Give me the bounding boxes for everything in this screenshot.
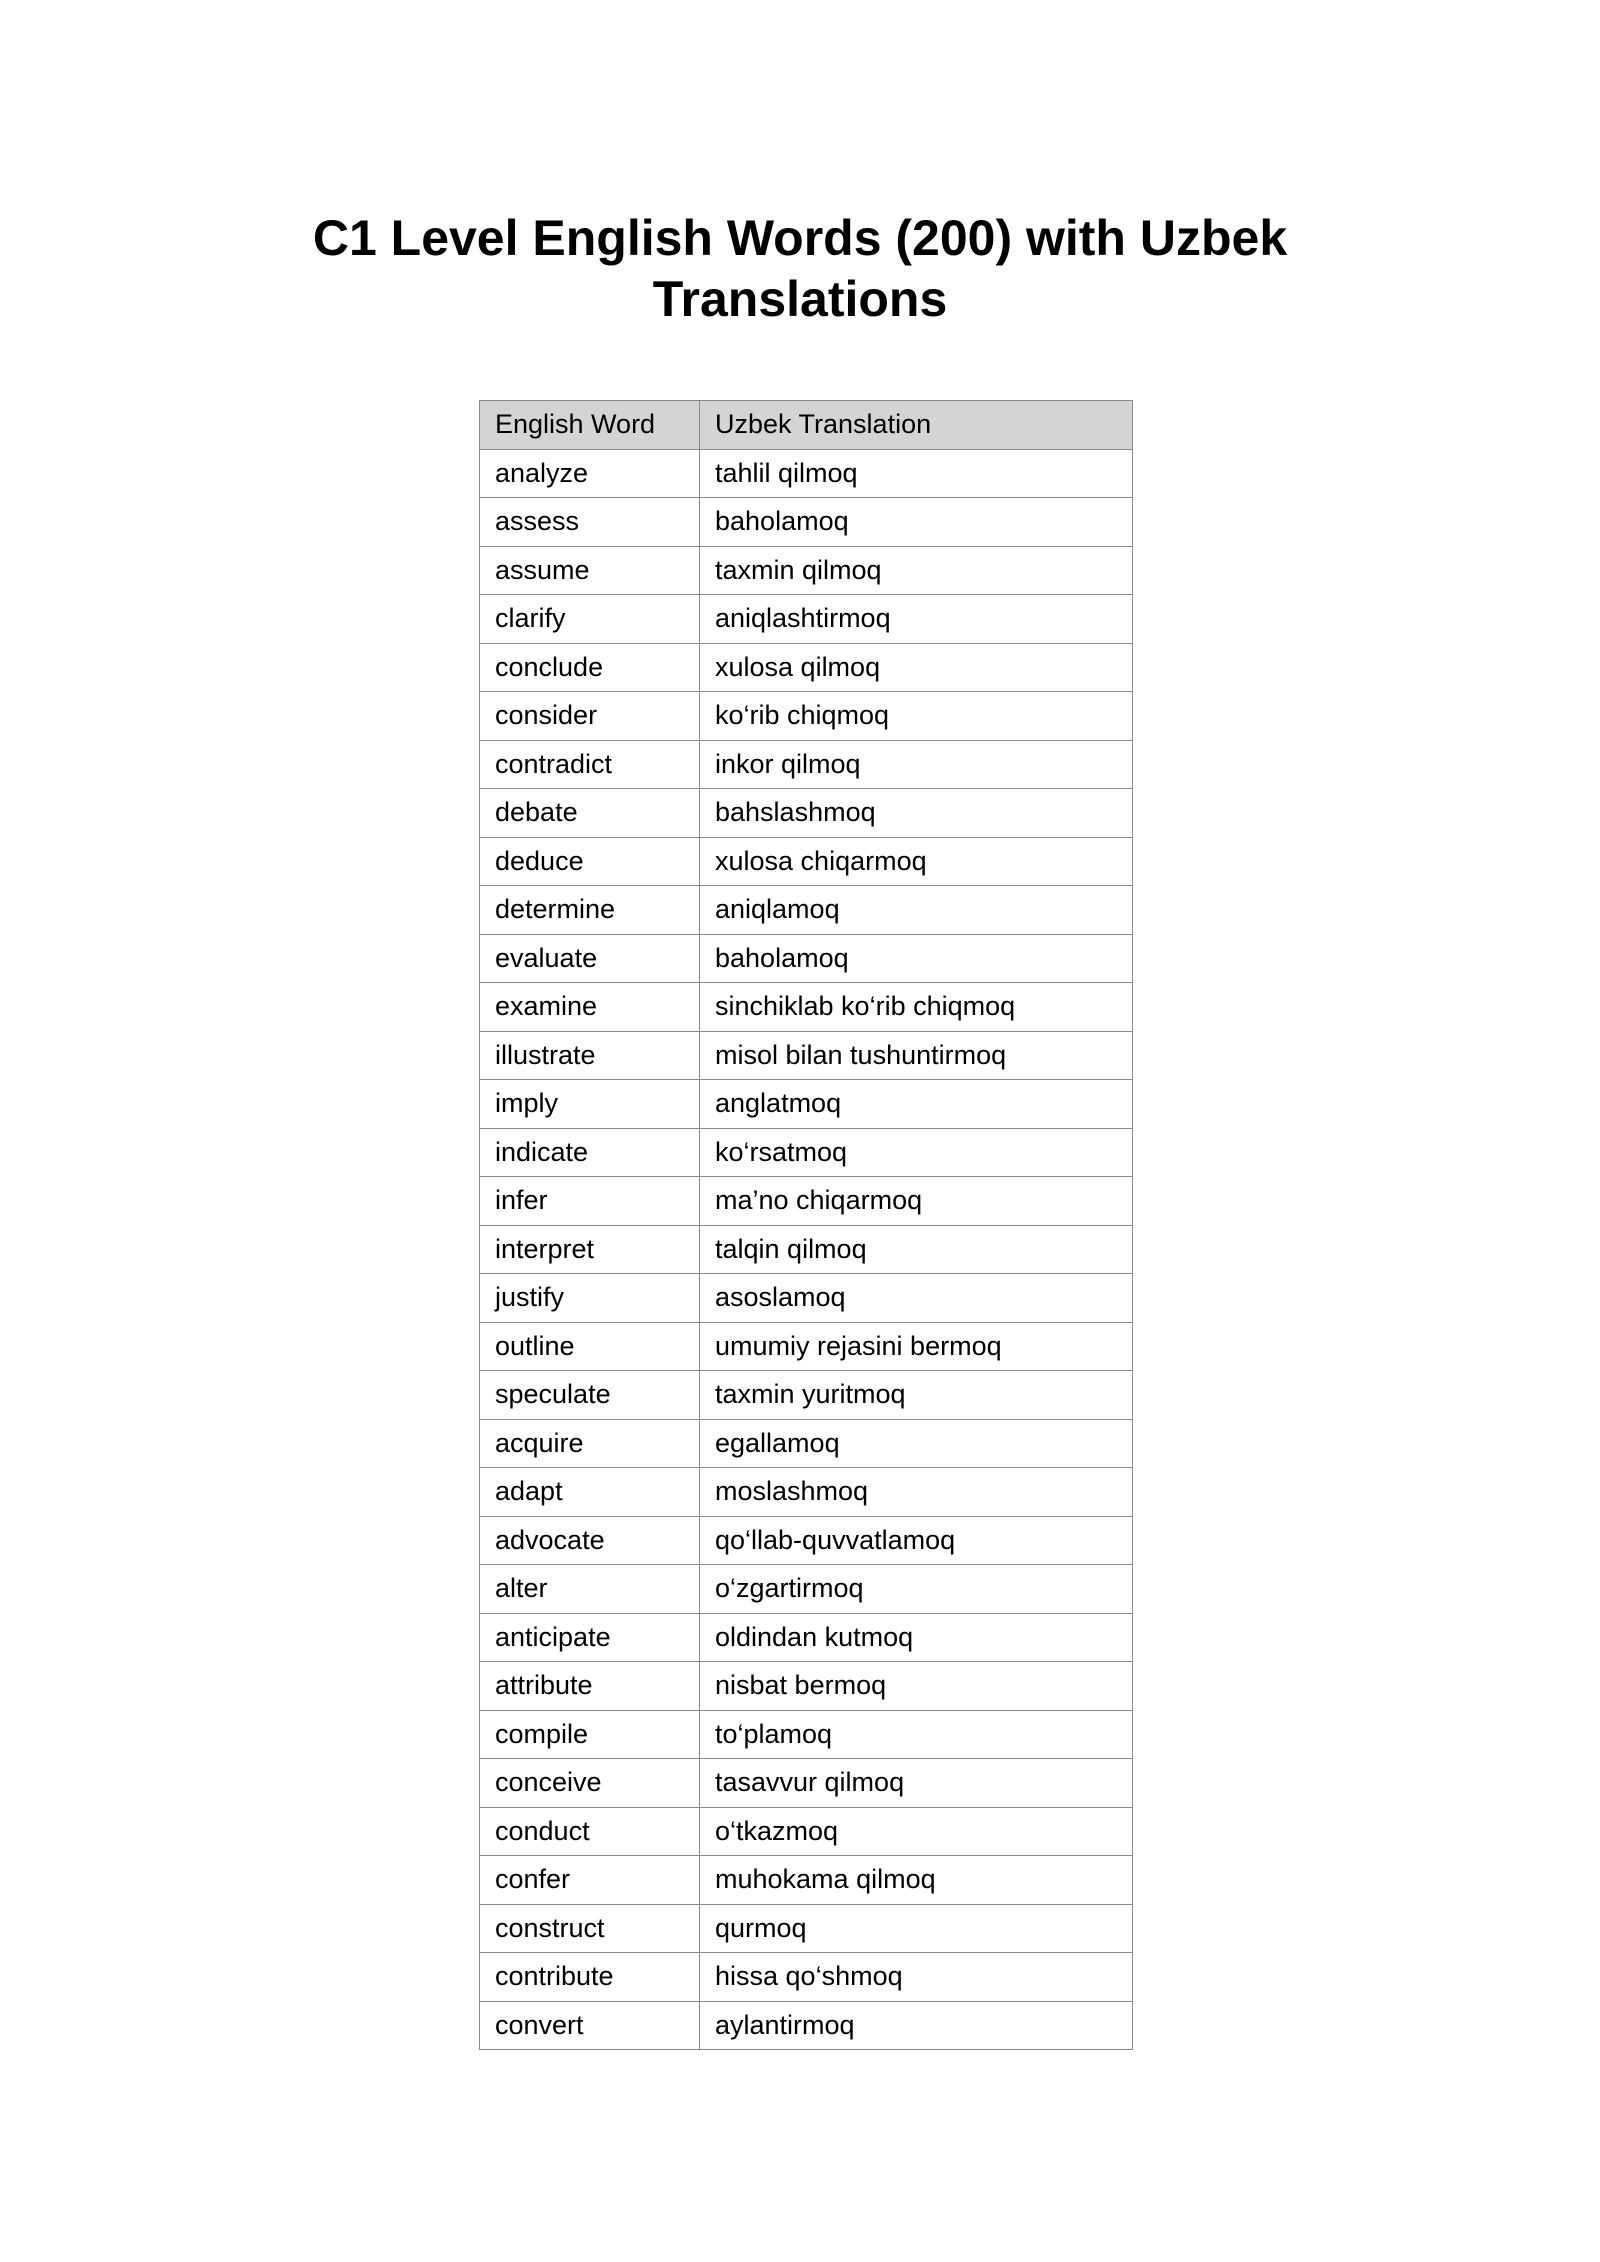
table-row	[480, 1468, 1133, 1517]
english-word-cell: conduct	[480, 1807, 700, 1856]
table-row	[480, 692, 1133, 741]
uzbek-translation-cell: o‘tkazmoq	[700, 1807, 1133, 1856]
english-word-cell: justify	[480, 1274, 700, 1323]
english-word-cell: confer	[480, 1856, 700, 1905]
uzbek-translation-cell: hissa qo‘shmoq	[700, 1953, 1133, 2002]
english-word-cell: indicate	[480, 1128, 700, 1177]
uzbek-translation-cell: ko‘rsatmoq	[700, 1128, 1133, 1177]
table-row	[480, 1322, 1133, 1371]
uzbek-translation-cell: qo‘llab-quvvatlamoq	[700, 1516, 1133, 1565]
english-word-cell: construct	[480, 1904, 700, 1953]
english-word-cell: consider	[480, 692, 700, 741]
vocabulary-table	[479, 400, 1133, 2050]
english-word-cell: illustrate	[480, 1031, 700, 1080]
english-word-cell: conceive	[480, 1759, 700, 1808]
table-body	[480, 449, 1133, 2050]
english-word-cell: clarify	[480, 595, 700, 644]
table-row	[480, 789, 1133, 838]
uzbek-translation-cell: misol bilan tushuntirmoq	[700, 1031, 1133, 1080]
table-row	[480, 1613, 1133, 1662]
english-word-cell: acquire	[480, 1419, 700, 1468]
table-row	[480, 1759, 1133, 1808]
table-row	[480, 1953, 1133, 2002]
english-word-cell: advocate	[480, 1516, 700, 1565]
table-row	[480, 1565, 1133, 1614]
uzbek-translation-cell: asoslamoq	[700, 1274, 1133, 1323]
table-row	[480, 1662, 1133, 1711]
english-word-cell: evaluate	[480, 934, 700, 983]
table-row	[480, 1128, 1133, 1177]
english-word-cell: anticipate	[480, 1613, 700, 1662]
uzbek-translation-cell: inkor qilmoq	[700, 740, 1133, 789]
table-row	[480, 1177, 1133, 1226]
english-word-cell: attribute	[480, 1662, 700, 1711]
table-row	[480, 1807, 1133, 1856]
english-word-cell: interpret	[480, 1225, 700, 1274]
english-word-cell: contradict	[480, 740, 700, 789]
english-word-cell: alter	[480, 1565, 700, 1614]
column-header-english: English Word	[480, 401, 700, 450]
table-header-row	[480, 401, 1133, 450]
uzbek-translation-cell: aniqlashtirmoq	[700, 595, 1133, 644]
table-row	[480, 1419, 1133, 1468]
uzbek-translation-cell: sinchiklab ko‘rib chiqmoq	[700, 983, 1133, 1032]
table-row	[480, 595, 1133, 644]
uzbek-translation-cell: bahslashmoq	[700, 789, 1133, 838]
uzbek-translation-cell: muhokama qilmoq	[700, 1856, 1133, 1905]
table-row	[480, 546, 1133, 595]
column-header-uzbek: Uzbek Translation	[700, 401, 1133, 450]
uzbek-translation-cell: baholamoq	[700, 498, 1133, 547]
uzbek-translation-cell: o‘zgartirmoq	[700, 1565, 1133, 1614]
table-row	[480, 886, 1133, 935]
uzbek-translation-cell: talqin qilmoq	[700, 1225, 1133, 1274]
uzbek-translation-cell: nisbat bermoq	[700, 1662, 1133, 1711]
uzbek-translation-cell: tahlil qilmoq	[700, 449, 1133, 498]
uzbek-translation-cell: ko‘rib chiqmoq	[700, 692, 1133, 741]
table-row	[480, 1080, 1133, 1129]
english-word-cell: conclude	[480, 643, 700, 692]
table-row	[480, 2001, 1133, 2050]
uzbek-translation-cell: tasavvur qilmoq	[700, 1759, 1133, 1808]
table-row	[480, 643, 1133, 692]
table-row	[480, 1904, 1133, 1953]
table-row	[480, 1371, 1133, 1420]
english-word-cell: adapt	[480, 1468, 700, 1517]
english-word-cell: debate	[480, 789, 700, 838]
english-word-cell: assess	[480, 498, 700, 547]
uzbek-translation-cell: aylantirmoq	[700, 2001, 1133, 2050]
uzbek-translation-cell: ma’no chiqarmoq	[700, 1177, 1133, 1226]
table-row	[480, 837, 1133, 886]
table-row	[480, 449, 1133, 498]
table-row	[480, 1856, 1133, 1905]
english-word-cell: determine	[480, 886, 700, 935]
uzbek-translation-cell: aniqlamoq	[700, 886, 1133, 935]
table-row	[480, 1710, 1133, 1759]
uzbek-translation-cell: xulosa chiqarmoq	[700, 837, 1133, 886]
english-word-cell: analyze	[480, 449, 700, 498]
english-word-cell: examine	[480, 983, 700, 1032]
uzbek-translation-cell: umumiy rejasini bermoq	[700, 1322, 1133, 1371]
uzbek-translation-cell: xulosa qilmoq	[700, 643, 1133, 692]
uzbek-translation-cell: taxmin qilmoq	[700, 546, 1133, 595]
uzbek-translation-cell: qurmoq	[700, 1904, 1133, 1953]
english-word-cell: assume	[480, 546, 700, 595]
english-word-cell: deduce	[480, 837, 700, 886]
english-word-cell: convert	[480, 2001, 700, 2050]
uzbek-translation-cell: to‘plamoq	[700, 1710, 1133, 1759]
english-word-cell: infer	[480, 1177, 700, 1226]
english-word-cell: speculate	[480, 1371, 700, 1420]
table-row	[480, 1516, 1133, 1565]
english-word-cell: outline	[480, 1322, 700, 1371]
uzbek-translation-cell: moslashmoq	[700, 1468, 1133, 1517]
uzbek-translation-cell: taxmin yuritmoq	[700, 1371, 1133, 1420]
table-row	[480, 1274, 1133, 1323]
table-row	[480, 1225, 1133, 1274]
uzbek-translation-cell: egallamoq	[700, 1419, 1133, 1468]
table-row	[480, 1031, 1133, 1080]
page-title: C1 Level English Words (200) with Uzbek Translations	[312, 210, 1288, 327]
uzbek-translation-cell: anglatmoq	[700, 1080, 1133, 1129]
table-row	[480, 934, 1133, 983]
uzbek-translation-cell: baholamoq	[700, 934, 1133, 983]
table-row	[480, 498, 1133, 547]
table-row	[480, 740, 1133, 789]
english-word-cell: contribute	[480, 1953, 700, 2002]
table-row	[480, 983, 1133, 1032]
english-word-cell: compile	[480, 1710, 700, 1759]
english-word-cell: imply	[480, 1080, 700, 1129]
uzbek-translation-cell: oldindan kutmoq	[700, 1613, 1133, 1662]
